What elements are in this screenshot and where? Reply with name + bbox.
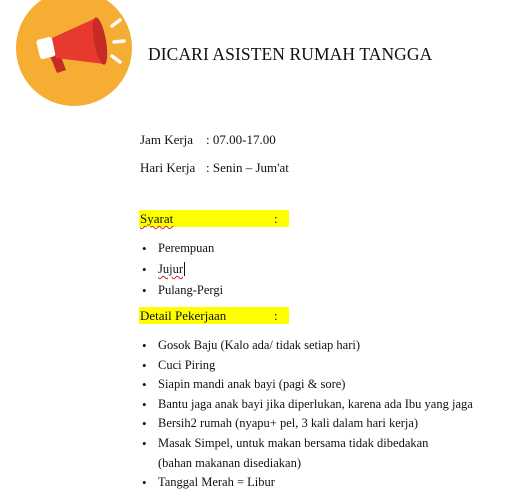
syarat-heading [139,210,289,227]
list-item: • Cuci Piring [139,356,473,376]
syarat-heading-colon: : [274,211,278,226]
list-item: • Tanggal Merah = Libur [139,473,473,493]
hari-kerja-label: Hari Kerja [140,160,196,175]
list-item: • Jujur [139,259,223,280]
list-item: • Masak Simpel, untuk makan bersama tidak dibedakan (bahan makanan disediakan) [139,434,473,473]
jam-kerja-value: : 07.00-17.00 [206,132,276,147]
text-cursor [184,262,185,276]
list-item: • Perempuan [139,238,223,259]
list-item: • Gosok Baju (Kalo ada/ tidak setiap hari) [139,336,473,356]
jam-kerja-label: Jam Kerja [140,132,194,147]
hari-kerja-row [140,160,289,176]
list-item: • Bersih2 rumah (nyapu+ pel, 3 kali dalam hari kerja) [139,414,473,434]
detail-list [139,336,473,493]
syarat-heading-text: Syarat [140,211,174,226]
list-item-continuation: (bahan makanan disediakan) [158,455,301,470]
megaphone-icon [16,0,132,106]
list-item: • Siapin mandi anak bayi (pagi & sore) [139,375,473,395]
detail-heading-colon: : [274,308,278,323]
list-item: • Bantu jaga anak bayi jika diperlukan, karena ada Ibu yang jaga [139,395,473,415]
syarat-list [139,238,223,301]
jam-kerja-row [140,132,276,148]
detail-pekerjaan-heading [139,307,289,324]
detail-heading-text: Detail Pekerjaan [140,308,227,323]
document-title: DICARI ASISTEN RUMAH TANGGA [148,44,433,64]
hari-kerja-value: : Senin – Jum'at [206,160,289,175]
list-item: • Pulang-Pergi [139,280,223,301]
